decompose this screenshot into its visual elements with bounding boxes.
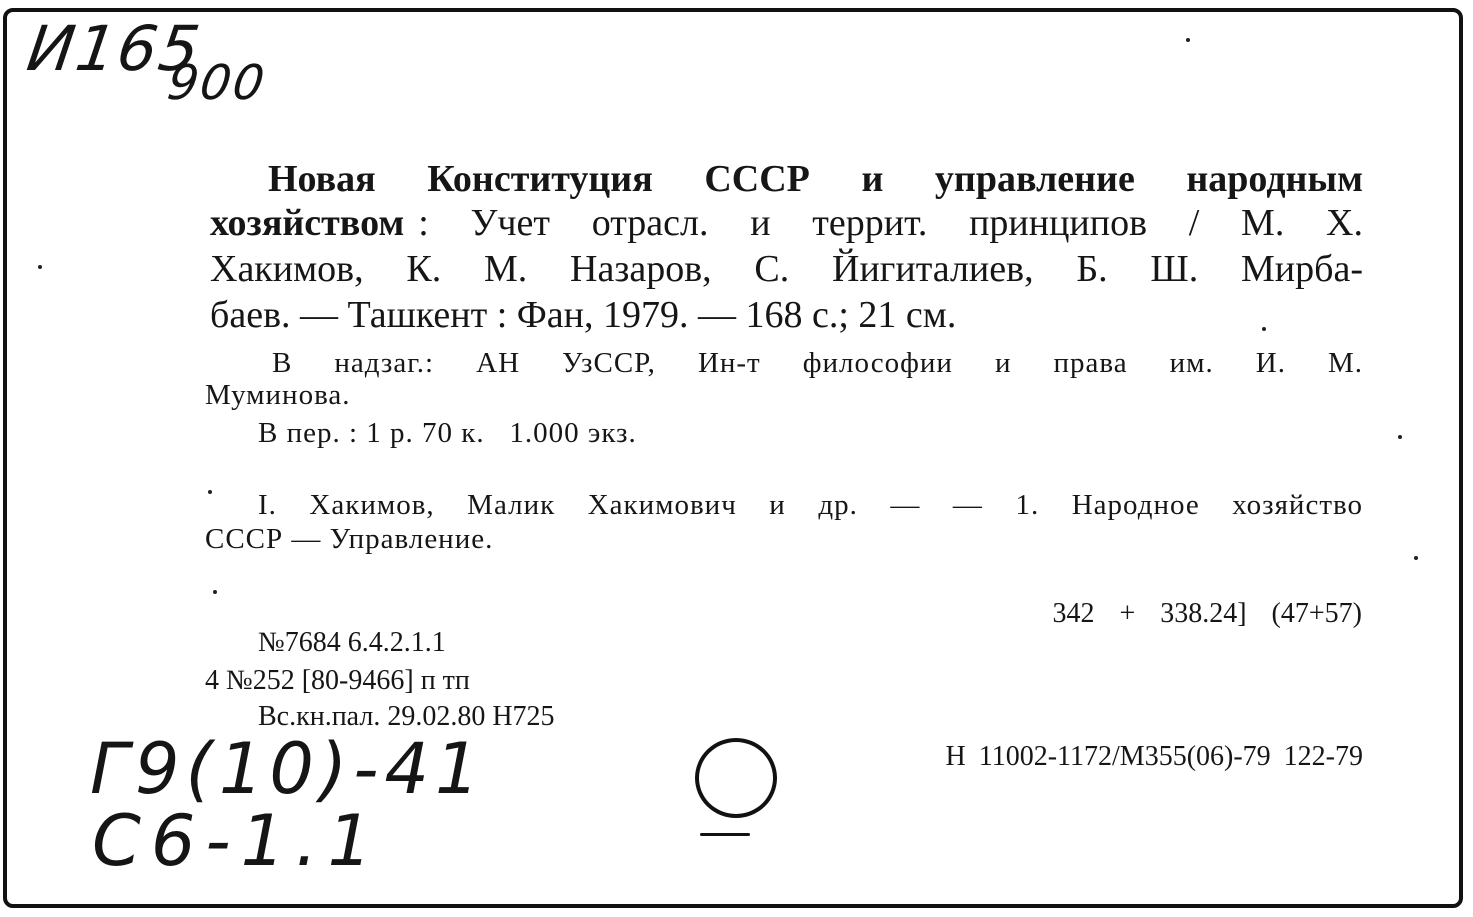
circle-stamp-icon <box>695 738 777 818</box>
speck <box>1186 38 1190 42</box>
note-line-1: В надзаг.: АН УзССР, Ин-т философии и права им. И. М. <box>272 347 1363 379</box>
speck <box>38 265 42 269</box>
card-number-2: 4 №252 [80-9466] п тп <box>205 665 470 696</box>
subtitle-responsibility: : Учет отрасл. и террит. принципов / М. Х. <box>418 202 1363 244</box>
classification-index: 342 + 338.24] (47+57) <box>1052 598 1362 629</box>
title-bold-1: Новая Конституция СССР и управление народным <box>268 158 1363 200</box>
title-line-2 <box>210 200 1363 246</box>
price-line: В пер. : 1 р. 70 к. 1.000 экз. <box>258 417 637 449</box>
card-number-1: №7684 6.4.2.1.1 <box>258 627 446 658</box>
authors-line: Хакимов, К. М. Назаров, С. Йигиталиев, Б. Ш. Мирба- <box>210 248 1363 290</box>
handwritten-shelfmark: И165 <box>22 12 206 85</box>
title-line-1 <box>268 156 1363 202</box>
note-line-2: Муминова. <box>205 379 351 411</box>
speck <box>1398 435 1402 439</box>
stamp-underline <box>700 833 750 836</box>
handwritten-shelf-code: С6-1.1 <box>92 800 382 882</box>
title-bold-2: хозяйством <box>210 202 405 244</box>
tracing-line-1: I. Хакимов, Малик Хакимович и др. — — 1. Народное хозяйство <box>258 489 1363 521</box>
publication-code: Н 11002-1172/М355(06)-79 122-79 <box>945 741 1363 772</box>
publication-line: баев. — Ташкент : Фан, 1979. — 168 с.; 21 см. <box>210 294 957 336</box>
speck <box>213 590 217 594</box>
speck <box>1414 556 1418 560</box>
handwritten-class-number: Г9(10)-41 <box>90 728 486 810</box>
handwritten-shelfmark-number: 900 <box>164 55 270 111</box>
card-number-3: Вс.кн.пал. 29.02.80 Н725 <box>258 701 555 732</box>
speck <box>1262 327 1266 331</box>
speck <box>208 490 212 494</box>
tracing-line-2: СССР — Управление. <box>205 523 494 555</box>
